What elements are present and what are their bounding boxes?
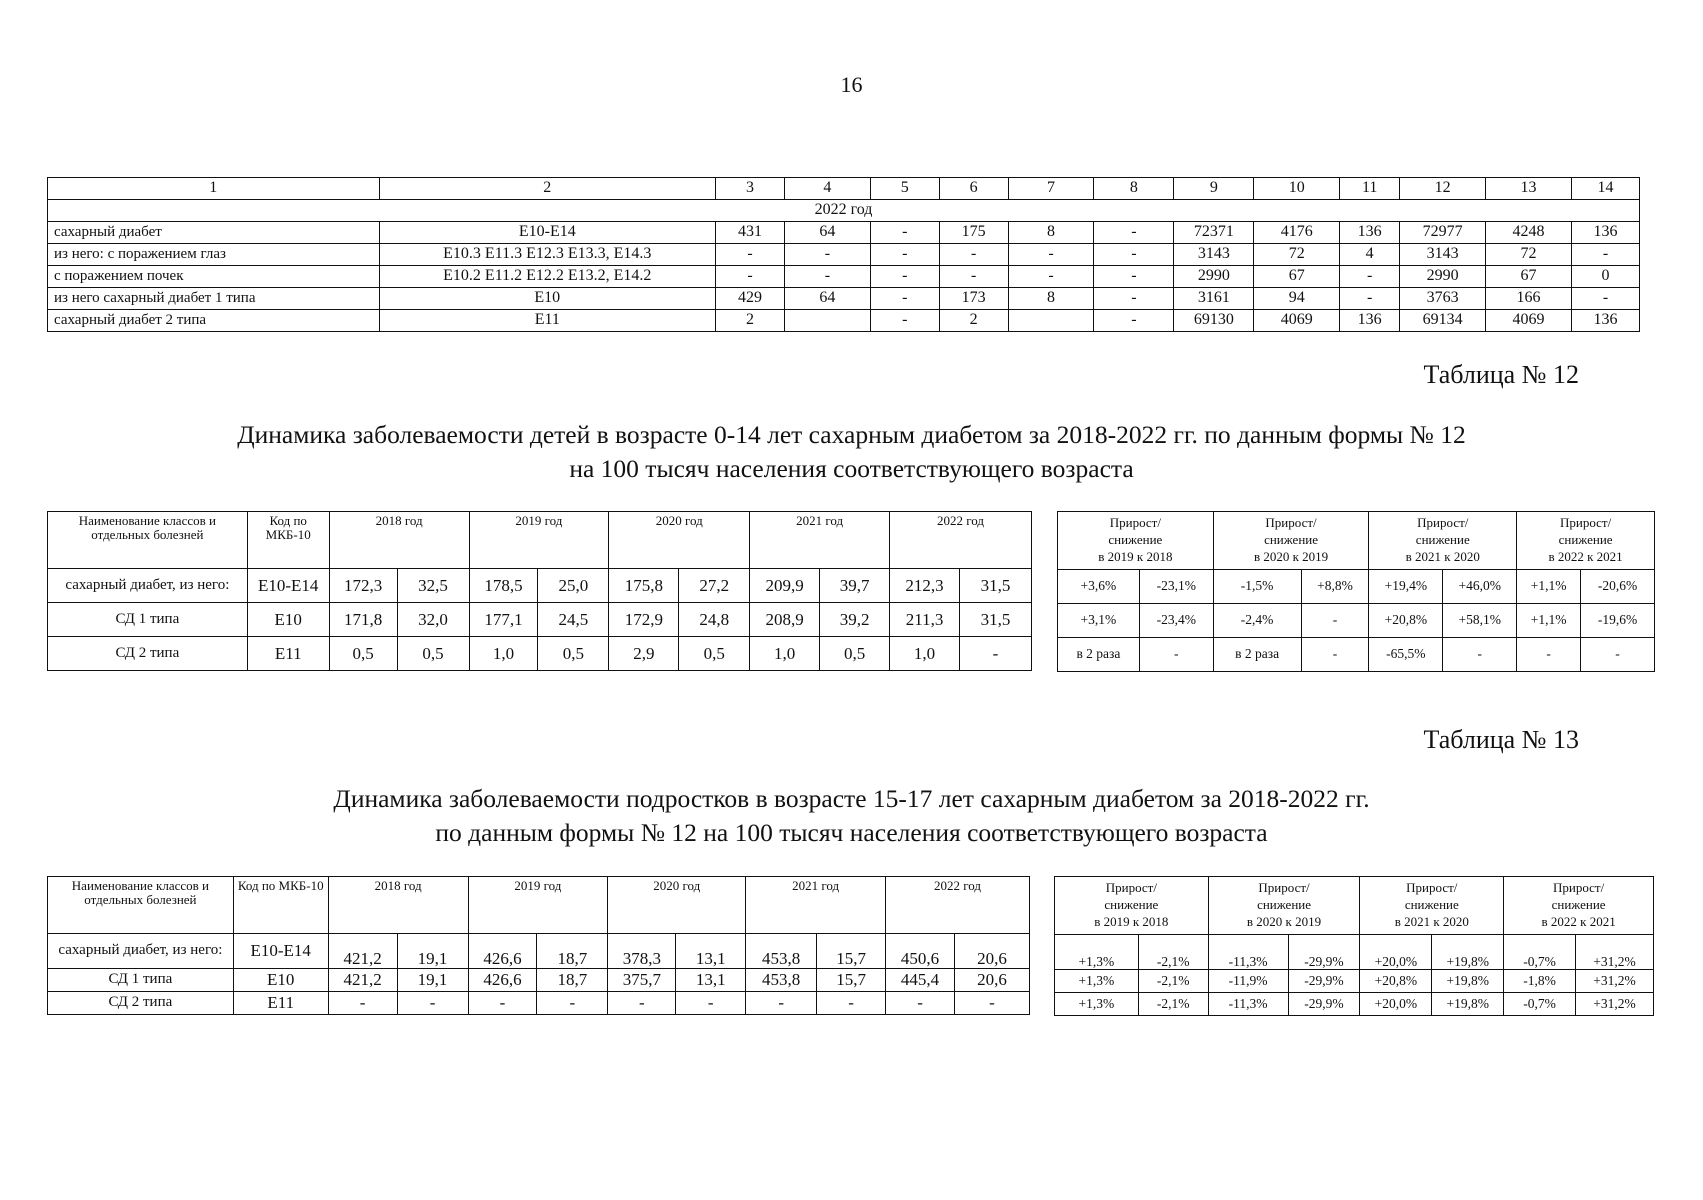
cell: -0,7% — [1504, 993, 1576, 1016]
cell: 18,7 — [537, 969, 608, 992]
cell: 31,5 — [959, 569, 1031, 603]
column-number: 14 — [1571, 178, 1639, 200]
row-name: сахарный диабет — [48, 222, 380, 244]
column-number: 11 — [1340, 178, 1400, 200]
cell: -2,1% — [1138, 993, 1208, 1016]
cell: 429 — [716, 288, 785, 310]
cell: 173 — [939, 288, 1008, 310]
cell: 211,3 — [890, 603, 960, 637]
cell: 25,0 — [538, 569, 609, 603]
cell: +1,1% — [1517, 570, 1581, 604]
cell: - — [1008, 244, 1094, 266]
growth-header-line3: в 2020 к 2019 — [1246, 913, 1322, 929]
cell: - — [939, 266, 1008, 288]
cell: 72977 — [1400, 222, 1486, 244]
cell: 13,1 — [676, 969, 746, 992]
cell: - — [1301, 604, 1369, 638]
cell: - — [1340, 288, 1400, 310]
cell: +58,1% — [1443, 604, 1517, 638]
growth-header-line3: в 2021 к 2020 — [1405, 548, 1480, 564]
cell: +3,1% — [1058, 604, 1140, 638]
cell: -11,9% — [1208, 970, 1288, 993]
cell: 1,0 — [750, 637, 820, 671]
table-row — [48, 637, 1032, 671]
cell: 171,8 — [329, 603, 397, 637]
table-row — [48, 934, 1030, 969]
cell: +20,8% — [1360, 970, 1432, 993]
cell: 4 — [1340, 244, 1400, 266]
cell: 175,8 — [609, 569, 679, 603]
cell: 69134 — [1400, 310, 1486, 332]
cell: 172,9 — [609, 603, 679, 637]
row-code: Е10-Е14 — [247, 569, 329, 603]
table-row — [48, 992, 1030, 1015]
row-name: из него сахарный диабет 1 типа — [48, 288, 380, 310]
cell: 72371 — [1174, 222, 1254, 244]
table-12-caption: Таблица № 12 — [1423, 360, 1579, 389]
cell: +19,8% — [1432, 970, 1504, 993]
header-year: 2018 год — [328, 877, 468, 934]
cell: 32,5 — [397, 569, 469, 603]
cell: - — [328, 992, 397, 1015]
cell: - — [870, 288, 939, 310]
cell: -20,6% — [1581, 570, 1655, 604]
cell: - — [955, 992, 1030, 1015]
cell: 453,8 — [746, 969, 817, 992]
table-row — [1055, 970, 1654, 993]
cell: 15,7 — [817, 969, 886, 992]
cell: - — [1571, 244, 1639, 266]
cell: 19,1 — [397, 934, 468, 969]
column-number: 5 — [870, 178, 939, 200]
growth-header-line3: в 2022 к 2021 — [1541, 913, 1616, 929]
cell: 3143 — [1400, 244, 1486, 266]
cell: - — [886, 992, 955, 1015]
cell: - — [1094, 310, 1174, 332]
cell: 175 — [939, 222, 1008, 244]
cell: +31,2% — [1576, 970, 1654, 993]
cell: 421,2 — [328, 969, 397, 992]
cell: +46,0% — [1443, 570, 1517, 604]
cell: -2,1% — [1138, 970, 1208, 993]
cell: 24,5 — [538, 603, 609, 637]
table-13-growth — [1054, 876, 1654, 1016]
cell: - — [716, 244, 785, 266]
table-row — [1055, 993, 1654, 1016]
column-number: 2 — [379, 178, 715, 200]
column-number: 7 — [1008, 178, 1094, 200]
cell: 2 — [939, 310, 1008, 332]
header-name: Наименование классов и отдельных болезней — [48, 512, 248, 569]
cell: 31,5 — [959, 603, 1031, 637]
table-row — [48, 310, 1640, 332]
cell: 20,6 — [955, 934, 1030, 969]
cell: +20,8% — [1369, 604, 1443, 638]
cell: 4176 — [1254, 222, 1340, 244]
growth-header-line2: снижение — [1108, 531, 1163, 547]
cell: 18,7 — [537, 934, 608, 969]
table-row — [1058, 638, 1655, 672]
growth-header — [1213, 512, 1369, 570]
cell: 0,5 — [679, 637, 750, 671]
cell: - — [746, 992, 817, 1015]
growth-header-line1: Прирост/ — [1258, 880, 1310, 895]
cell: +19,8% — [1432, 993, 1504, 1016]
table-row — [48, 244, 1640, 266]
row-name: из него: с поражением глаз — [48, 244, 380, 266]
header-row — [48, 877, 1030, 934]
cell: 3763 — [1400, 288, 1486, 310]
cell: +1,3% — [1055, 935, 1139, 970]
row-code: Е11 — [233, 992, 328, 1015]
cell: 72 — [1486, 244, 1572, 266]
column-number: 3 — [716, 178, 785, 200]
cell: 69130 — [1174, 310, 1254, 332]
cell: 13,1 — [676, 934, 746, 969]
table-row — [1058, 570, 1655, 604]
header-year: 2022 год — [886, 877, 1030, 934]
cell: 2 — [716, 310, 785, 332]
column-number: 13 — [1486, 178, 1572, 200]
cell: 208,9 — [750, 603, 820, 637]
cell: 421,2 — [328, 934, 397, 969]
row-name: СД 2 типа — [48, 637, 248, 671]
cell: - — [397, 992, 468, 1015]
header-row — [1055, 877, 1654, 935]
cell: 1,0 — [469, 637, 538, 671]
column-number: 8 — [1094, 178, 1174, 200]
cell: 15,7 — [817, 934, 886, 969]
header-name: Наименование классов и отдельных болезней — [48, 877, 234, 934]
table-row — [48, 288, 1640, 310]
header-year: 2021 год — [750, 512, 890, 569]
cell: - — [1581, 638, 1655, 672]
cell: -11,3% — [1208, 993, 1288, 1016]
cell: +8,8% — [1301, 570, 1369, 604]
cell: 212,3 — [890, 569, 960, 603]
growth-header-line2: снижение — [1264, 531, 1319, 547]
cell: -1,5% — [1213, 570, 1301, 604]
cell: -29,9% — [1288, 970, 1360, 993]
cell: -29,9% — [1288, 993, 1360, 1016]
cell: 136 — [1340, 310, 1400, 332]
header-row — [48, 512, 1032, 569]
growth-header — [1517, 512, 1655, 570]
cell: 3161 — [1174, 288, 1254, 310]
header-code: Код по МКБ-10 — [247, 512, 329, 569]
cell: - — [1301, 638, 1369, 672]
growth-header-line1: Прирост/ — [1406, 880, 1458, 895]
growth-header-line1: Прирост/ — [1552, 880, 1605, 895]
row-code: Е11 — [247, 637, 329, 671]
cell: в 2 раза — [1213, 638, 1301, 672]
table-row — [48, 266, 1640, 288]
cell: 177,1 — [469, 603, 538, 637]
table-13-caption: Таблица № 13 — [1423, 725, 1579, 754]
cell: 67 — [1486, 266, 1572, 288]
cell: - — [817, 992, 886, 1015]
row-name: сахарный диабет 2 типа — [48, 310, 380, 332]
table-13-title-line1: Динамика заболеваемости подростков в возрасте 15-17 лет сахарным диабетом за 2018-2022 гг. — [333, 784, 1370, 813]
table-row — [1055, 935, 1654, 970]
cell: - — [1517, 638, 1581, 672]
growth-header-line3: в 2019 к 2018 — [1094, 913, 1169, 929]
cell: 0,5 — [820, 637, 890, 671]
cell: - — [1094, 222, 1174, 244]
growth-header-line2: снижение — [1404, 896, 1459, 912]
table-row — [1058, 604, 1655, 638]
cell: 445,4 — [886, 969, 955, 992]
cell: - — [939, 244, 1008, 266]
table-12-title — [0, 418, 1703, 487]
header-year: 2019 год — [468, 877, 608, 934]
cell: 136 — [1340, 222, 1400, 244]
cell: 8 — [1008, 222, 1094, 244]
cell: - — [468, 992, 537, 1015]
cell: +19,8% — [1432, 935, 1504, 970]
cell: +19,4% — [1369, 570, 1443, 604]
column-number: 4 — [784, 178, 870, 200]
cell: +1,3% — [1055, 993, 1139, 1016]
cell — [784, 310, 870, 332]
cell: - — [959, 637, 1031, 671]
growth-header-line3: в 2019 к 2018 — [1098, 548, 1173, 564]
growth-header-line2: снижение — [1551, 896, 1606, 912]
cell: 64 — [784, 222, 870, 244]
row-code: Е10 — [379, 288, 715, 310]
table-12-main — [47, 511, 1032, 671]
growth-header-line3: в 2021 к 2020 — [1394, 913, 1469, 929]
cell: 2990 — [1174, 266, 1254, 288]
cell: - — [870, 244, 939, 266]
cell: - — [784, 244, 870, 266]
growth-header — [1058, 512, 1214, 570]
table-13-title — [0, 782, 1703, 851]
growth-header — [1369, 512, 1517, 570]
cell: 94 — [1254, 288, 1340, 310]
row-name: СД 1 типа — [48, 603, 248, 637]
cell: -65,5% — [1369, 638, 1443, 672]
cell: 426,6 — [468, 969, 537, 992]
growth-header-line2: снижение — [1104, 896, 1159, 912]
cell: - — [1443, 638, 1517, 672]
cell: - — [870, 222, 939, 244]
cell: 1,0 — [890, 637, 960, 671]
growth-header-line3: в 2020 к 2019 — [1253, 548, 1329, 564]
cell: 39,7 — [820, 569, 890, 603]
column-number: 10 — [1254, 178, 1340, 200]
growth-header-line3: в 2022 к 2021 — [1548, 548, 1623, 564]
cell: 67 — [1254, 266, 1340, 288]
row-code: Е10 — [233, 969, 328, 992]
header-year: 2019 год — [469, 512, 609, 569]
cell: -29,9% — [1288, 935, 1360, 970]
row-code: Е10 — [247, 603, 329, 637]
cell: 64 — [784, 288, 870, 310]
cell: +20,0% — [1360, 935, 1432, 970]
cell: 136 — [1571, 222, 1639, 244]
cell: 32,0 — [397, 603, 469, 637]
column-number: 6 — [939, 178, 1008, 200]
table-13-title-line2: по данным формы № 12 на 100 тысяч населения соответствующего возраста — [435, 818, 1268, 848]
column-number: 9 — [1174, 178, 1254, 200]
cell: 172,3 — [329, 569, 397, 603]
cell: 450,6 — [886, 934, 955, 969]
column-number-row — [48, 178, 1640, 200]
cell: +20,0% — [1360, 993, 1432, 1016]
cell: 0,5 — [329, 637, 397, 671]
cell: - — [870, 266, 939, 288]
year-label: 2022 год — [48, 200, 1640, 222]
table-row — [48, 603, 1032, 637]
cell: - — [1139, 638, 1213, 672]
header-year: 2018 год — [329, 512, 469, 569]
cell: 178,5 — [469, 569, 538, 603]
row-name: сахарный диабет, из него: — [48, 569, 248, 603]
row-name: с поражением почек — [48, 266, 380, 288]
growth-header — [1055, 877, 1209, 935]
cell: -11,3% — [1208, 935, 1288, 970]
table-row — [48, 222, 1640, 244]
cell: +31,2% — [1576, 993, 1654, 1016]
cell: - — [870, 310, 939, 332]
growth-header-line1: Прирост/ — [1265, 515, 1317, 530]
cell: 4069 — [1254, 310, 1340, 332]
cell: 426,6 — [468, 934, 537, 969]
header-year: 2022 год — [890, 512, 1032, 569]
cell: - — [608, 992, 676, 1015]
growth-header — [1360, 877, 1504, 935]
cell: 3143 — [1174, 244, 1254, 266]
cell: - — [1094, 266, 1174, 288]
cell: - — [676, 992, 746, 1015]
cell: 378,3 — [608, 934, 676, 969]
row-name: СД 2 типа — [48, 992, 234, 1015]
table-row — [48, 569, 1032, 603]
cell: 24,8 — [679, 603, 750, 637]
row-code: Е11 — [379, 310, 715, 332]
row-code: E10.2 E11.2 E12.2 E13.2, E14.2 — [379, 266, 715, 288]
header-year: 2020 год — [609, 512, 750, 569]
header-year: 2021 год — [746, 877, 886, 934]
cell: 39,2 — [820, 603, 890, 637]
header-year: 2020 год — [608, 877, 746, 934]
growth-header-line1: Прирост/ — [1559, 515, 1612, 530]
cell: 0 — [1571, 266, 1639, 288]
cell: в 2 раза — [1058, 638, 1140, 672]
cell: 0,5 — [538, 637, 609, 671]
cell: 2,9 — [609, 637, 679, 671]
growth-header-line1: Прирост/ — [1109, 515, 1161, 530]
cell: - — [716, 266, 785, 288]
cell: -1,8% — [1504, 970, 1576, 993]
cell: 0,5 — [397, 637, 469, 671]
cell: 166 — [1486, 288, 1572, 310]
cell: -23,1% — [1139, 570, 1213, 604]
cell: +31,2% — [1576, 935, 1654, 970]
growth-header-line2: снижение — [1558, 531, 1613, 547]
growth-header-line2: снижение — [1415, 531, 1470, 547]
cell: +1,1% — [1517, 604, 1581, 638]
table-12-growth — [1057, 511, 1655, 672]
growth-header-line2: снижение — [1257, 896, 1312, 912]
cell: - — [1340, 266, 1400, 288]
cell: 4069 — [1486, 310, 1572, 332]
growth-header-line1: Прирост/ — [1417, 515, 1469, 530]
cell: 2990 — [1400, 266, 1486, 288]
column-number: 12 — [1400, 178, 1486, 200]
cell: +1,3% — [1055, 970, 1139, 993]
year-row — [48, 200, 1640, 222]
cell: -19,6% — [1581, 604, 1655, 638]
cell: - — [784, 266, 870, 288]
cell: -2,4% — [1213, 604, 1301, 638]
cell: 8 — [1008, 288, 1094, 310]
morbidity-table-2022 — [47, 177, 1640, 332]
cell: -0,7% — [1504, 935, 1576, 970]
table-13-main — [47, 876, 1030, 1015]
row-code: Е10-Е14 — [233, 934, 328, 969]
cell: 4248 — [1486, 222, 1572, 244]
cell: 375,7 — [608, 969, 676, 992]
cell: - — [1094, 244, 1174, 266]
table-12-title-line2: на 100 тысяч населения соответствующего возраста — [569, 454, 1134, 484]
header-code: Код по МКБ-10 — [233, 877, 328, 934]
cell: 27,2 — [679, 569, 750, 603]
cell: -2,1% — [1138, 935, 1208, 970]
column-number: 1 — [48, 178, 380, 200]
row-code: Е10-Е14 — [379, 222, 715, 244]
cell: -23,4% — [1139, 604, 1213, 638]
cell: - — [1008, 266, 1094, 288]
table-12-title-line1: Динамика заболеваемости детей в возрасте 0-14 лет сахарным диабетом за 2018-2022 гг. по данным формы № 12 — [237, 420, 1466, 449]
cell: +3,6% — [1058, 570, 1140, 604]
cell: 431 — [716, 222, 785, 244]
cell: - — [1571, 288, 1639, 310]
growth-header — [1208, 877, 1360, 935]
cell: - — [537, 992, 608, 1015]
row-name: СД 1 типа — [48, 969, 234, 992]
growth-header — [1504, 877, 1654, 935]
cell: 20,6 — [955, 969, 1030, 992]
cell: - — [1094, 288, 1174, 310]
row-name: сахарный диабет, из него: — [48, 934, 234, 969]
growth-header-line1: Прирост/ — [1105, 880, 1157, 895]
cell: 453,8 — [746, 934, 817, 969]
cell: 72 — [1254, 244, 1340, 266]
table-row — [48, 969, 1030, 992]
page-number: 16 — [840, 72, 863, 97]
cell: 19,1 — [397, 969, 468, 992]
header-row — [1058, 512, 1655, 570]
cell: 136 — [1571, 310, 1639, 332]
cell: 209,9 — [750, 569, 820, 603]
row-code: E10.3 E11.3 E12.3 E13.3, E14.3 — [379, 244, 715, 266]
cell — [1008, 310, 1094, 332]
